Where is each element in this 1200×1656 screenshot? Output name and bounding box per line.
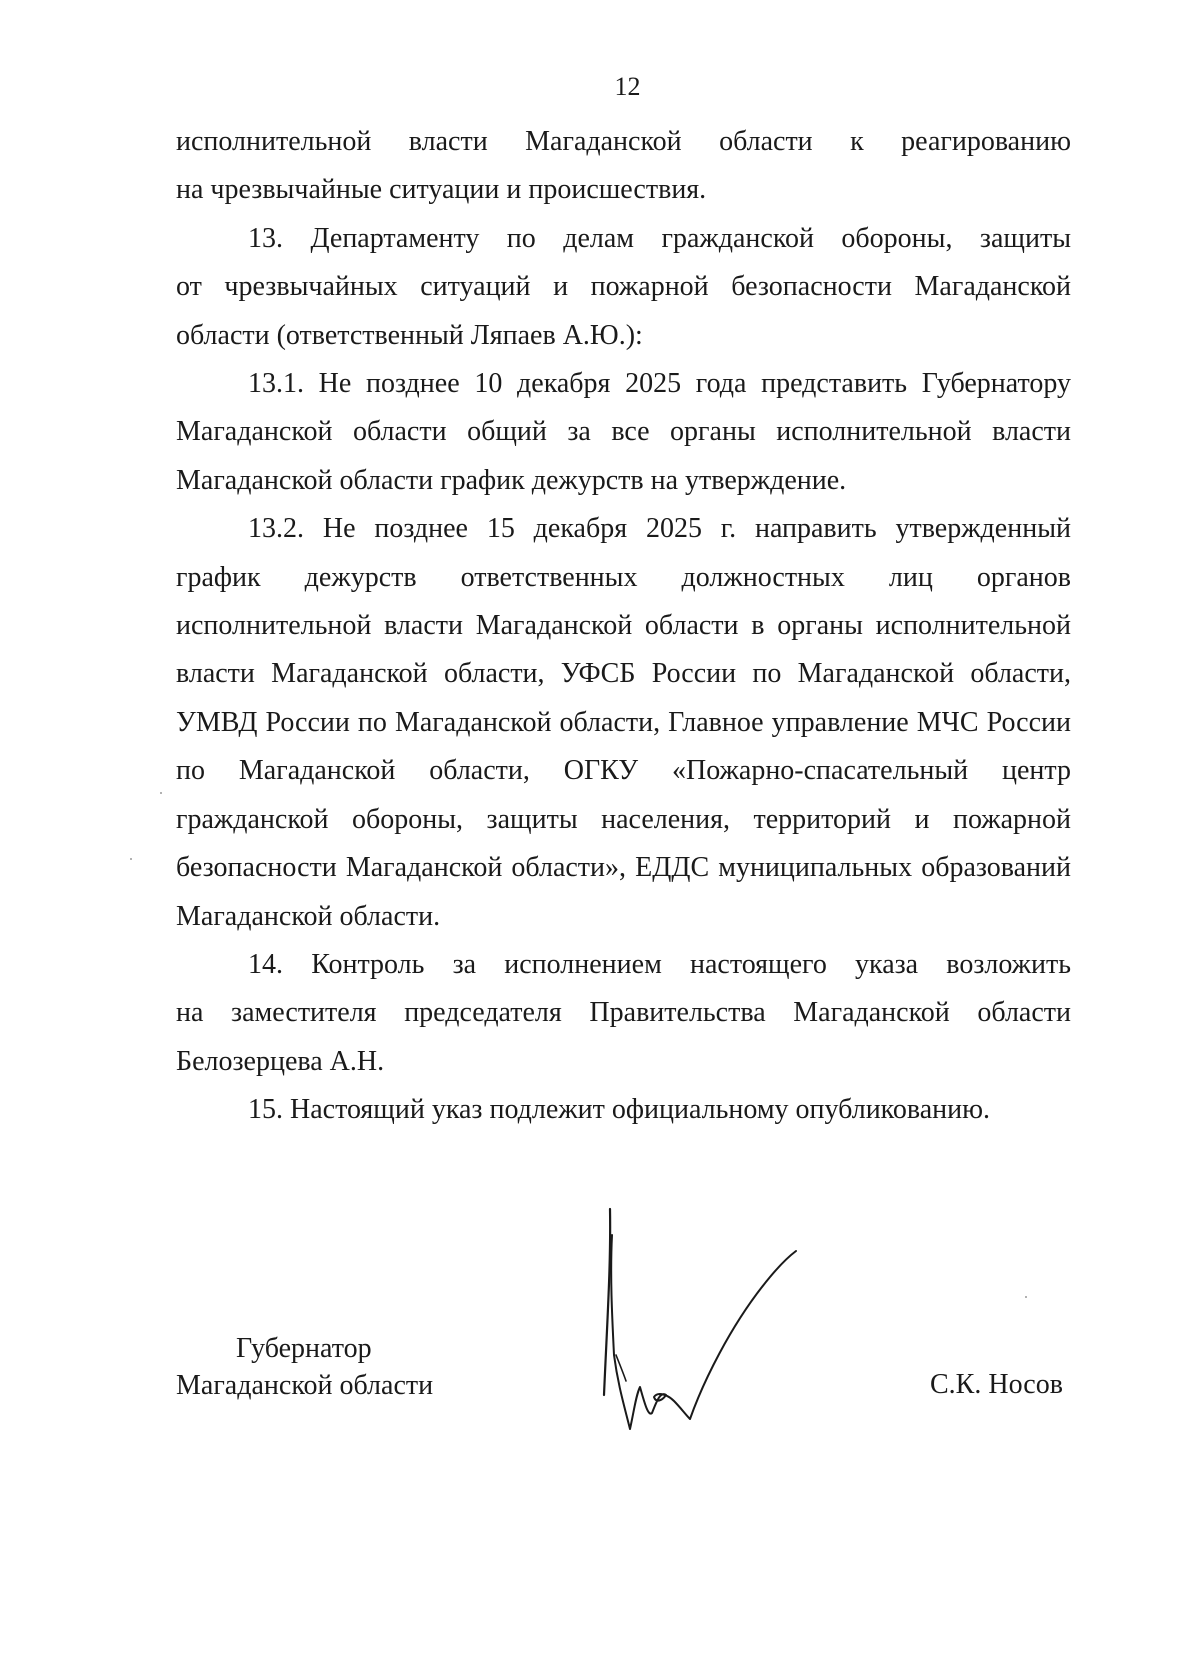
paragraph-continuation	[176, 118, 1071, 215]
text-line: Магаданской области общий за все органы исполнительной власти	[176, 416, 1071, 448]
text-line: 14. Контроль за исполнением настоящего указа возложить	[248, 948, 1071, 980]
page-number: 12	[614, 72, 641, 101]
text-line: Магаданской области график дежурств на утверждение.	[176, 464, 847, 496]
signer-region: Магаданской области	[176, 1370, 434, 1401]
text-line: по Магаданской области, ОГКУ «Пожарно-спасательный центр	[176, 755, 1071, 787]
signer-name: С.К. Носов	[930, 1369, 1063, 1400]
paragraph-14	[176, 941, 1071, 1086]
handwritten-signature	[590, 1205, 850, 1445]
text-line: исполнительной власти Магаданской области в органы исполнительной	[176, 610, 1071, 642]
signer-position: Губернатор	[236, 1333, 372, 1364]
text-line: УМВД России по Магаданской области, Главное управление МЧС России	[176, 706, 1071, 738]
paragraph-13-1	[176, 360, 1071, 505]
text-line: области (ответственный Ляпаев А.Ю.):	[176, 319, 643, 351]
text-line: 15. Настоящий указ подлежит официальному опубликованию.	[248, 1094, 991, 1126]
text-line: власти Магаданской области, УФСБ России по Магаданской области,	[176, 658, 1071, 690]
text-line: 13.1. Не позднее 10 декабря 2025 года представить Губернатору	[248, 368, 1071, 400]
text-line: Белозерцева А.Н.	[176, 1045, 385, 1077]
paragraph-13	[176, 215, 1071, 360]
text-line: безопасности Магаданской области», ЕДДС муниципальных образований	[176, 852, 1071, 884]
text-line: график дежурств ответственных должностных лиц органов	[176, 561, 1071, 593]
paragraph-13-2	[176, 505, 1071, 941]
text-line: Магаданской области.	[176, 900, 441, 932]
text-line: 13. Департаменту по делам гражданской обороны, защиты	[248, 222, 1071, 254]
document-body	[176, 118, 1071, 1135]
text-line: 13.2. Не позднее 15 декабря 2025 г. направить утвержденный	[248, 513, 1071, 545]
scan-speck	[1025, 1296, 1027, 1298]
text-line: исполнительной власти Магаданской области к реагированию	[176, 126, 1071, 157]
text-line: от чрезвычайных ситуаций и пожарной безопасности Магаданской	[176, 271, 1071, 303]
signer-title	[176, 1330, 516, 1404]
text-line: на заместителя председателя Правительства Магаданской области	[176, 997, 1071, 1029]
scan-speck	[130, 858, 132, 860]
scan-speck	[160, 792, 162, 794]
paragraph-15	[176, 1086, 1071, 1134]
text-line: гражданской обороны, защиты населения, территорий и пожарной	[176, 803, 1071, 835]
text-line: на чрезвычайные ситуации и происшествия.	[176, 174, 707, 206]
